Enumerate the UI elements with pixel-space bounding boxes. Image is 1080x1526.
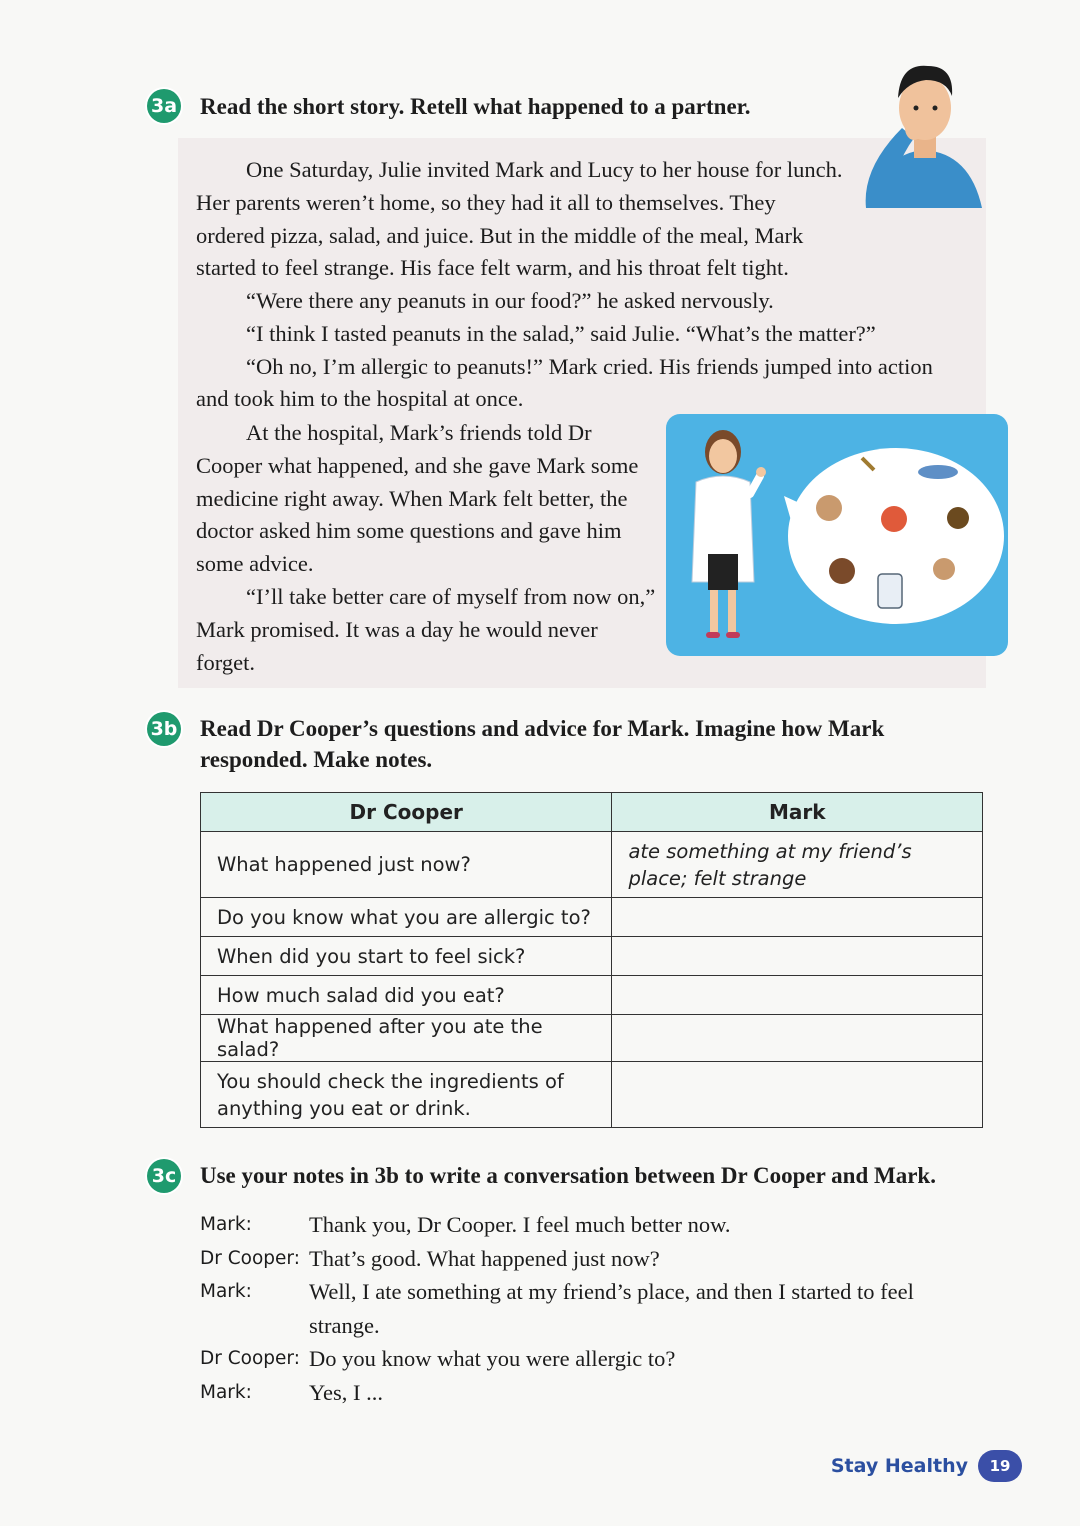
answer-cell[interactable] bbox=[612, 937, 983, 976]
question-cell: How much salad did you eat? bbox=[201, 976, 612, 1015]
story-text-top bbox=[196, 154, 846, 285]
speaker-label: Dr Cooper: bbox=[200, 1247, 300, 1269]
column-header-dr-cooper: Dr Cooper bbox=[201, 793, 612, 832]
story-paragraph-4: “Oh no, I’m allergic to peanuts!” Mark cried. His friends jumped into action and took him to the hospital at once. bbox=[196, 353, 933, 412]
answer-cell[interactable] bbox=[612, 898, 983, 937]
section-3b-instruction: Read Dr Cooper’s questions and advice for Mark. Imagine how Mark responded. Make notes. bbox=[200, 716, 885, 772]
speaker-label: Mark: bbox=[200, 1381, 252, 1403]
answer-cell[interactable] bbox=[612, 976, 983, 1015]
answer-cell[interactable] bbox=[612, 1015, 983, 1062]
conversation bbox=[200, 1208, 989, 1409]
speech-text: That’s good. What happened just now? bbox=[309, 1245, 660, 1271]
question-cell: Do you know what you are allergic to? bbox=[201, 898, 612, 937]
page-number: 19 bbox=[978, 1450, 1022, 1482]
story-paragraph-1: One Saturday, Julie invited Mark and Lucy to her house for lunch. Her parents weren’t home, so they had it all to themselves. They ordered pizza, salad, and juice. But in the middle of the meal, Mark started to feel strange. His face felt warm, and his throat felt tight. bbox=[196, 157, 843, 281]
answer-cell[interactable]: ate something at my friend’s place; felt strange bbox=[612, 832, 983, 898]
conversation-line bbox=[200, 1275, 989, 1342]
speech-text: Do you know what you were allergic to? bbox=[309, 1346, 676, 1371]
section-badge-3b: 3b bbox=[147, 712, 181, 746]
page-footer bbox=[831, 1450, 1022, 1482]
speech-text: Well, I ate something at my friend’s place, and then I started to feel strange. bbox=[309, 1279, 914, 1338]
story-text-middle bbox=[196, 285, 966, 416]
section-badge-3c: 3c bbox=[147, 1159, 181, 1193]
speaker-label: Mark: bbox=[200, 1281, 252, 1302]
speech-text: Yes, I ... bbox=[309, 1379, 383, 1405]
conversation-line bbox=[200, 1242, 989, 1276]
unit-title: Stay Healthy bbox=[830, 1455, 968, 1477]
question-cell: You should check the ingredients of anything you eat or drink. bbox=[201, 1062, 612, 1128]
question-cell: When did you start to feel sick? bbox=[201, 937, 612, 976]
section-badge-3a: 3a bbox=[147, 89, 181, 123]
conversation-line bbox=[200, 1376, 989, 1410]
conversation-line bbox=[200, 1342, 989, 1376]
speaker-label: Dr Cooper: bbox=[200, 1348, 300, 1369]
question-cell: What happened just now? bbox=[201, 832, 612, 898]
section-3c-instruction: Use your notes in 3b to write a conversation between Dr Cooper and Mark. bbox=[200, 1163, 936, 1188]
story-paragraph-2: “Were there any peanuts in our food?” he asked nervously. bbox=[246, 288, 774, 313]
notes-table bbox=[200, 792, 983, 1128]
section-3a-instruction: Read the short story. Retell what happened to a partner. bbox=[200, 94, 751, 119]
speech-text: Thank you, Dr Cooper. I feel much better now. bbox=[309, 1212, 731, 1237]
story-text-bottom bbox=[196, 417, 656, 679]
conversation-line bbox=[200, 1208, 989, 1242]
speaker-label: Mark: bbox=[200, 1214, 252, 1235]
story-paragraph-5: At the hospital, Mark’s friends told Dr Cooper what happened, and she gave Mark some medicine right away. When Mark felt better, the doctor asked him some questions and gave him some advice. bbox=[196, 420, 639, 577]
answer-cell[interactable] bbox=[612, 1062, 983, 1128]
story-paragraph-3: “I think I tasted peanuts in the salad,” said Julie. “What’s the matter?” bbox=[246, 320, 876, 346]
question-cell: What happened after you ate the salad? bbox=[201, 1015, 612, 1062]
story-paragraph-6: “I’ll take better care of myself from now on,” Mark promised. It was a day he would never forget. bbox=[196, 583, 656, 675]
column-header-mark: Mark bbox=[612, 793, 983, 832]
doctor-illustration bbox=[666, 414, 1008, 656]
boy-illustration bbox=[862, 58, 992, 214]
